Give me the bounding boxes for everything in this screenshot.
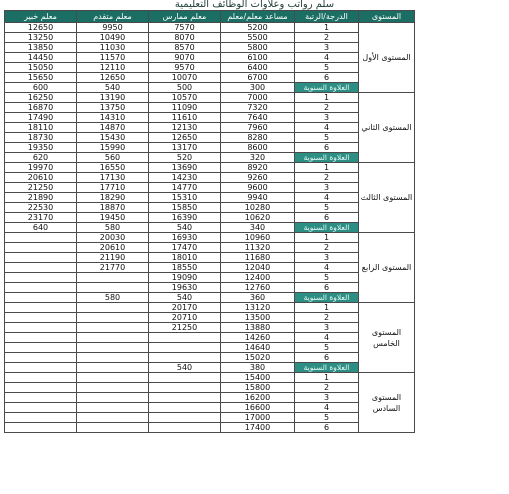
rank-cell: 6	[295, 73, 359, 83]
level-name: المستوى الرابع	[359, 233, 415, 303]
salary-cell: 20610	[5, 173, 77, 183]
salary-cell: 20170	[149, 303, 221, 313]
salary-cell: 15400	[221, 373, 295, 383]
rank-cell: 4	[295, 263, 359, 273]
rank-cell: 1	[295, 233, 359, 243]
table-row	[5, 253, 415, 263]
salary-cell	[5, 393, 77, 403]
rank-cell: 2	[295, 103, 359, 113]
salary-cell: 7570	[149, 23, 221, 33]
salary-cell: 12760	[221, 283, 295, 293]
salary-cell: 15990	[77, 143, 149, 153]
salary-cell: 15850	[149, 203, 221, 213]
allowance-row	[5, 153, 415, 163]
salary-cell: 8600	[221, 143, 295, 153]
allowance-label: العلاوة السنوية	[295, 293, 359, 303]
rank-cell: 1	[295, 373, 359, 383]
salary-cell: 8570	[149, 43, 221, 53]
salary-cell: 14230	[149, 173, 221, 183]
salary-cell: 11570	[77, 53, 149, 63]
allowance-value: 600	[5, 83, 77, 93]
salary-cell: 21190	[77, 253, 149, 263]
allowance-label: العلاوة السنوية	[295, 223, 359, 233]
salary-cell: 14870	[77, 123, 149, 133]
rank-cell: 2	[295, 33, 359, 43]
salary-cell: 18290	[77, 193, 149, 203]
header-level: المستوى	[359, 11, 415, 23]
rank-cell: 5	[295, 63, 359, 73]
table-row	[5, 103, 415, 113]
salary-cell: 17470	[149, 243, 221, 253]
table-row	[5, 63, 415, 73]
salary-cell: 13120	[221, 303, 295, 313]
salary-cell: 13880	[221, 323, 295, 333]
allowance-value	[5, 293, 77, 303]
salary-cell	[149, 423, 221, 433]
salary-cell: 14310	[77, 113, 149, 123]
table-row	[5, 333, 415, 343]
salary-cell: 10280	[221, 203, 295, 213]
salary-cell: 8920	[221, 163, 295, 173]
salary-cell: 9570	[149, 63, 221, 73]
salary-cell	[149, 373, 221, 383]
table-row	[5, 263, 415, 273]
table-row	[5, 203, 415, 213]
salary-cell	[5, 233, 77, 243]
header-rank: الدرجة/الرتبة	[295, 11, 359, 23]
salary-cell	[149, 383, 221, 393]
salary-cell: 10490	[77, 33, 149, 43]
salary-cell	[77, 343, 149, 353]
allowance-row	[5, 363, 415, 373]
salary-cell	[5, 423, 77, 433]
rank-cell: 4	[295, 53, 359, 63]
table-row	[5, 403, 415, 413]
level-name: المستوى الثالث	[359, 163, 415, 233]
salary-cell: 13170	[149, 143, 221, 153]
allowance-value: 540	[149, 223, 221, 233]
salary-cell: 6100	[221, 53, 295, 63]
table-row	[5, 173, 415, 183]
rank-cell: 3	[295, 43, 359, 53]
table-row	[5, 273, 415, 283]
salary-cell: 21770	[77, 263, 149, 273]
table-row	[5, 423, 415, 433]
salary-cell	[5, 253, 77, 263]
salary-cell	[5, 303, 77, 313]
salary-cell: 16250	[5, 93, 77, 103]
salary-cell	[5, 353, 77, 363]
table-row	[5, 233, 415, 243]
salary-cell: 14770	[149, 183, 221, 193]
allowance-label: العلاوة السنوية	[295, 83, 359, 93]
table-row	[5, 323, 415, 333]
salary-cell: 12650	[77, 73, 149, 83]
salary-table	[4, 10, 415, 433]
salary-cell: 16930	[149, 233, 221, 243]
allowance-value: 580	[77, 293, 149, 303]
rank-cell: 6	[295, 143, 359, 153]
salary-cell: 21250	[149, 323, 221, 333]
allowance-value: 300	[221, 83, 295, 93]
rank-cell: 6	[295, 283, 359, 293]
level-name: المستوى الثاني	[359, 93, 415, 163]
salary-cell: 5800	[221, 43, 295, 53]
rank-cell: 3	[295, 253, 359, 263]
rank-cell: 5	[295, 203, 359, 213]
salary-cell	[5, 283, 77, 293]
salary-cell: 13500	[221, 313, 295, 323]
table-row	[5, 303, 415, 313]
allowance-label: العلاوة السنوية	[295, 153, 359, 163]
allowance-row	[5, 83, 415, 93]
salary-cell: 7960	[221, 123, 295, 133]
salary-cell: 9600	[221, 183, 295, 193]
allowance-row	[5, 293, 415, 303]
salary-cell: 23170	[5, 213, 77, 223]
header-practitioner: معلم ممارس	[149, 11, 221, 23]
rank-cell: 6	[295, 213, 359, 223]
salary-table-container	[5, 10, 415, 433]
salary-cell: 19090	[149, 273, 221, 283]
rank-cell: 5	[295, 413, 359, 423]
salary-cell	[149, 343, 221, 353]
allowance-value: 340	[221, 223, 295, 233]
salary-cell: 14450	[5, 53, 77, 63]
level-name: المستوى الأول	[359, 23, 415, 93]
salary-cell: 10070	[149, 73, 221, 83]
allowance-value: 540	[77, 83, 149, 93]
salary-cell: 18110	[5, 123, 77, 133]
salary-cell: 19450	[77, 213, 149, 223]
salary-cell	[5, 373, 77, 383]
rank-cell: 3	[295, 393, 359, 403]
salary-cell	[77, 353, 149, 363]
allowance-value: 320	[221, 153, 295, 163]
table-row	[5, 133, 415, 143]
salary-cell: 12130	[149, 123, 221, 133]
salary-cell: 11030	[77, 43, 149, 53]
salary-cell: 13850	[5, 43, 77, 53]
salary-cell	[77, 383, 149, 393]
allowance-value: 540	[149, 293, 221, 303]
salary-cell	[149, 353, 221, 363]
allowance-value: 640	[5, 223, 77, 233]
table-row	[5, 383, 415, 393]
salary-cell: 6700	[221, 73, 295, 83]
level-name: المستوى السادس	[359, 373, 415, 433]
salary-cell: 16600	[221, 403, 295, 413]
salary-cell: 13750	[77, 103, 149, 113]
header-expert: معلم خبير	[5, 11, 77, 23]
salary-cell	[149, 403, 221, 413]
table-row	[5, 33, 415, 43]
salary-cell	[149, 393, 221, 403]
header-row	[5, 11, 415, 23]
rank-cell: 2	[295, 173, 359, 183]
rank-cell: 4	[295, 333, 359, 343]
salary-cell: 12650	[149, 133, 221, 143]
salary-cell: 12040	[221, 263, 295, 273]
rank-cell: 3	[295, 113, 359, 123]
salary-cell: 15800	[221, 383, 295, 393]
rank-cell: 5	[295, 343, 359, 353]
salary-cell	[5, 323, 77, 333]
rank-cell: 1	[295, 23, 359, 33]
salary-cell	[77, 423, 149, 433]
salary-cell: 12400	[221, 273, 295, 283]
rank-cell: 3	[295, 183, 359, 193]
salary-cell: 10960	[221, 233, 295, 243]
salary-cell: 11090	[149, 103, 221, 113]
salary-cell: 16200	[221, 393, 295, 403]
salary-cell: 11610	[149, 113, 221, 123]
salary-cell	[77, 393, 149, 403]
table-row	[5, 213, 415, 223]
salary-cell	[5, 413, 77, 423]
salary-cell: 15430	[77, 133, 149, 143]
salary-cell	[77, 403, 149, 413]
salary-cell: 9940	[221, 193, 295, 203]
allowance-value: 620	[5, 153, 77, 163]
allowance-value: 540	[149, 363, 221, 373]
salary-cell: 22530	[5, 203, 77, 213]
rank-cell: 2	[295, 383, 359, 393]
allowance-row	[5, 223, 415, 233]
salary-cell: 7000	[221, 93, 295, 103]
allowance-value: 500	[149, 83, 221, 93]
salary-cell: 18550	[149, 263, 221, 273]
table-row	[5, 373, 415, 383]
salary-cell: 19970	[5, 163, 77, 173]
table-row	[5, 183, 415, 193]
salary-cell	[149, 333, 221, 343]
rank-cell: 5	[295, 273, 359, 283]
page-title: سلم رواتب وعلاوات الوظائف التعليمية	[174, 0, 335, 10]
rank-cell: 3	[295, 323, 359, 333]
salary-cell: 18010	[149, 253, 221, 263]
table-row	[5, 93, 415, 103]
salary-cell: 9950	[77, 23, 149, 33]
salary-cell	[5, 273, 77, 283]
salary-cell	[5, 403, 77, 413]
salary-cell: 18870	[77, 203, 149, 213]
header-advanced: معلم متقدم	[77, 11, 149, 23]
salary-cell: 14640	[221, 343, 295, 353]
table-row	[5, 53, 415, 63]
allowance-value	[5, 363, 77, 373]
salary-cell	[5, 333, 77, 343]
salary-cell: 17400	[221, 423, 295, 433]
salary-cell	[5, 343, 77, 353]
header-assistant: مساعد معلم/معلم	[221, 11, 295, 23]
salary-cell: 19350	[5, 143, 77, 153]
salary-cell: 16550	[77, 163, 149, 173]
rank-cell: 4	[295, 403, 359, 413]
salary-cell	[5, 243, 77, 253]
rank-cell: 6	[295, 423, 359, 433]
salary-cell	[5, 313, 77, 323]
rank-cell: 2	[295, 313, 359, 323]
salary-cell: 14260	[221, 333, 295, 343]
rank-cell: 1	[295, 163, 359, 173]
salary-cell: 7640	[221, 113, 295, 123]
salary-cell: 17710	[77, 183, 149, 193]
table-row	[5, 343, 415, 353]
table-row	[5, 193, 415, 203]
salary-cell	[77, 413, 149, 423]
rank-cell: 6	[295, 353, 359, 363]
allowance-value: 560	[77, 153, 149, 163]
allowance-label: العلاوة السنوية	[295, 363, 359, 373]
salary-cell: 13690	[149, 163, 221, 173]
salary-cell	[77, 283, 149, 293]
salary-cell: 11680	[221, 253, 295, 263]
salary-cell: 7320	[221, 103, 295, 113]
table-row	[5, 243, 415, 253]
allowance-value: 380	[221, 363, 295, 373]
salary-cell: 17000	[221, 413, 295, 423]
allowance-value: 580	[77, 223, 149, 233]
salary-cell: 9070	[149, 53, 221, 63]
table-row	[5, 353, 415, 363]
salary-cell	[149, 413, 221, 423]
salary-cell	[77, 273, 149, 283]
salary-cell	[77, 303, 149, 313]
salary-cell: 17490	[5, 113, 77, 123]
salary-cell	[77, 323, 149, 333]
rank-cell: 1	[295, 303, 359, 313]
rank-cell: 1	[295, 93, 359, 103]
salary-cell: 15310	[149, 193, 221, 203]
table-row	[5, 143, 415, 153]
salary-cell: 15050	[5, 63, 77, 73]
table-row	[5, 283, 415, 293]
salary-cell: 17130	[77, 173, 149, 183]
salary-cell: 21890	[5, 193, 77, 203]
salary-cell	[5, 263, 77, 273]
table-row	[5, 123, 415, 133]
salary-cell	[77, 333, 149, 343]
rank-cell: 5	[295, 133, 359, 143]
salary-cell: 12110	[77, 63, 149, 73]
allowance-value: 520	[149, 153, 221, 163]
salary-cell: 13250	[5, 33, 77, 43]
salary-cell: 19630	[149, 283, 221, 293]
table-row	[5, 393, 415, 403]
table-row	[5, 163, 415, 173]
salary-cell: 5200	[221, 23, 295, 33]
salary-cell: 13190	[77, 93, 149, 103]
salary-cell: 5500	[221, 33, 295, 43]
salary-cell	[77, 373, 149, 383]
table-row	[5, 73, 415, 83]
salary-cell: 11320	[221, 243, 295, 253]
rank-cell: 2	[295, 243, 359, 253]
allowance-value: 360	[221, 293, 295, 303]
rank-cell: 4	[295, 123, 359, 133]
salary-cell: 15020	[221, 353, 295, 363]
rank-cell: 4	[295, 193, 359, 203]
salary-cell: 20610	[77, 243, 149, 253]
level-name: المستوى الخامس	[359, 303, 415, 373]
salary-cell: 20710	[149, 313, 221, 323]
salary-cell: 18730	[5, 133, 77, 143]
salary-cell: 12650	[5, 23, 77, 33]
table-body	[5, 23, 415, 433]
salary-cell: 10570	[149, 93, 221, 103]
table-row	[5, 313, 415, 323]
table-row	[5, 23, 415, 33]
salary-cell: 16870	[5, 103, 77, 113]
salary-cell: 6400	[221, 63, 295, 73]
salary-cell: 8070	[149, 33, 221, 43]
salary-cell	[77, 313, 149, 323]
salary-cell: 15650	[5, 73, 77, 83]
salary-cell	[5, 383, 77, 393]
salary-cell: 10620	[221, 213, 295, 223]
salary-cell: 16390	[149, 213, 221, 223]
table-row	[5, 413, 415, 423]
salary-cell: 20030	[77, 233, 149, 243]
table-row	[5, 43, 415, 53]
allowance-value	[77, 363, 149, 373]
salary-cell: 9260	[221, 173, 295, 183]
table-row	[5, 113, 415, 123]
salary-cell: 8280	[221, 133, 295, 143]
salary-cell: 21250	[5, 183, 77, 193]
